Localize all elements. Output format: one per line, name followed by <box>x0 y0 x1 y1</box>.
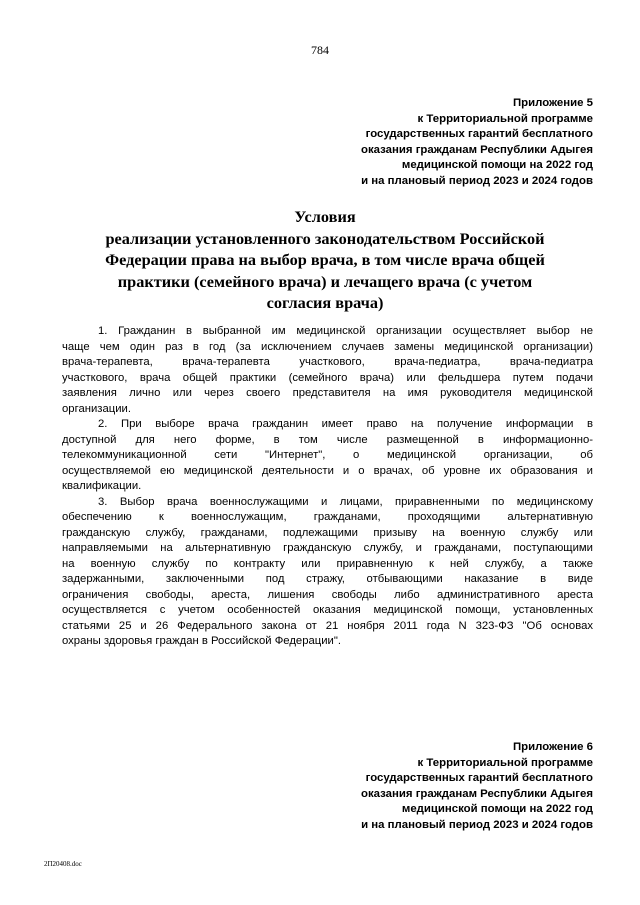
title-line: реализации установленного законодательством Российской <box>105 228 545 248</box>
appendix-6-line: государственных гарантий бесплатного <box>365 772 593 784</box>
text-line: врача-терапевта, врача-терапевта участкового, врача-педиатра, врача-педиатра <box>62 356 593 368</box>
body-text <box>62 324 593 650</box>
page-number: 784 <box>311 43 329 57</box>
appendix-6-title: Приложение 6 <box>512 741 593 753</box>
appendix-6-line: к Территориальной программе <box>417 756 593 769</box>
text-line: чаще чем один раз в год (за исключением случаев замены медицинской организации) <box>62 340 593 353</box>
appendix-6-line: и на плановый период 2023 и 2024 годов <box>361 818 593 831</box>
document-title <box>70 206 580 314</box>
title-line: Федерации права на выбор врача, в том числе врача общей <box>105 250 545 269</box>
text-line: квалификации. <box>62 480 142 492</box>
appendix-5-line: оказания гражданам Республики Адыгея <box>361 143 593 156</box>
text-line: участкового, врача общей практики (семейного врача) или фельдшера путем подачи <box>62 371 593 384</box>
appendix-6-header <box>361 740 593 833</box>
appendix-5-header <box>361 96 593 189</box>
text-line: 3. Выбор врача военнослужащими и лицами, приравненными по медицинскому <box>98 495 593 508</box>
appendix-5-line: к Территориальной программе <box>417 112 593 125</box>
title-line: практики (семейного врача) и лечащего врача (с учетом <box>117 271 533 291</box>
text-line: статьями 25 и 26 Федерального закона от 21 ноября 2011 года N 323-ФЗ "Об основах <box>62 619 593 632</box>
text-line: доступной для него форме, в том числе размещенной в информационно- <box>62 433 593 446</box>
title-line: Условия <box>294 207 356 226</box>
text-line: осуществляемой ею медицинской деятельности и о врачах, об уровне их образования и <box>62 464 593 477</box>
text-line: направляемыми на альтернативную гражданскую службу, и гражданами, поступающими <box>62 542 593 554</box>
text-line: обеспечению к военнослужащим, гражданами, проходящими альтернативную <box>62 511 593 523</box>
appendix-5-title: Приложение 5 <box>512 97 593 109</box>
appendix-6-line: оказания гражданам Республики Адыгея <box>361 787 593 800</box>
paragraph-2 <box>62 417 593 495</box>
text-line: задержанными, заключенными под стражу, отбывающими наказание в виде <box>62 573 593 585</box>
text-line: ограничения свободы, ареста, лишения свободы либо административного ареста <box>62 588 593 601</box>
paragraph-3 <box>62 495 593 650</box>
appendix-5-line: государственных гарантий бесплатного <box>365 128 593 140</box>
document-code: 2П20408.doc <box>44 860 82 868</box>
text-line: осуществляется с учетом особенностей оказания медицинской помощи, установленных <box>62 604 593 616</box>
appendix-6-line: медицинской помощи на 2022 год <box>401 803 593 815</box>
text-line: 1. Гражданин в выбранной им медицинской организации осуществляет выбор не <box>98 325 593 337</box>
text-line: заявления лично или через своего представителя на имя руководителя медицинской <box>62 387 593 399</box>
paragraph-1 <box>62 324 593 417</box>
text-line: гражданскую службу, гражданами, подлежащими призыву на военную службу или <box>62 526 593 539</box>
appendix-5-line: и на плановый период 2023 и 2024 годов <box>361 174 593 187</box>
text-line: телекоммуникационной сети "Интернет", о медицинской организации, об <box>62 449 593 461</box>
text-line: организации. <box>62 402 131 415</box>
title-line: согласия врача) <box>266 293 384 312</box>
text-line: охраны здоровья граждан в Российской Федерации". <box>62 635 342 647</box>
appendix-5-line: медицинской помощи на 2022 год <box>401 159 593 171</box>
text-line: 2. При выборе врача гражданин имеет право на получение информации в <box>98 418 593 430</box>
text-line: на военную службу по контракту или приравненную к ней службу, а также <box>62 557 593 570</box>
